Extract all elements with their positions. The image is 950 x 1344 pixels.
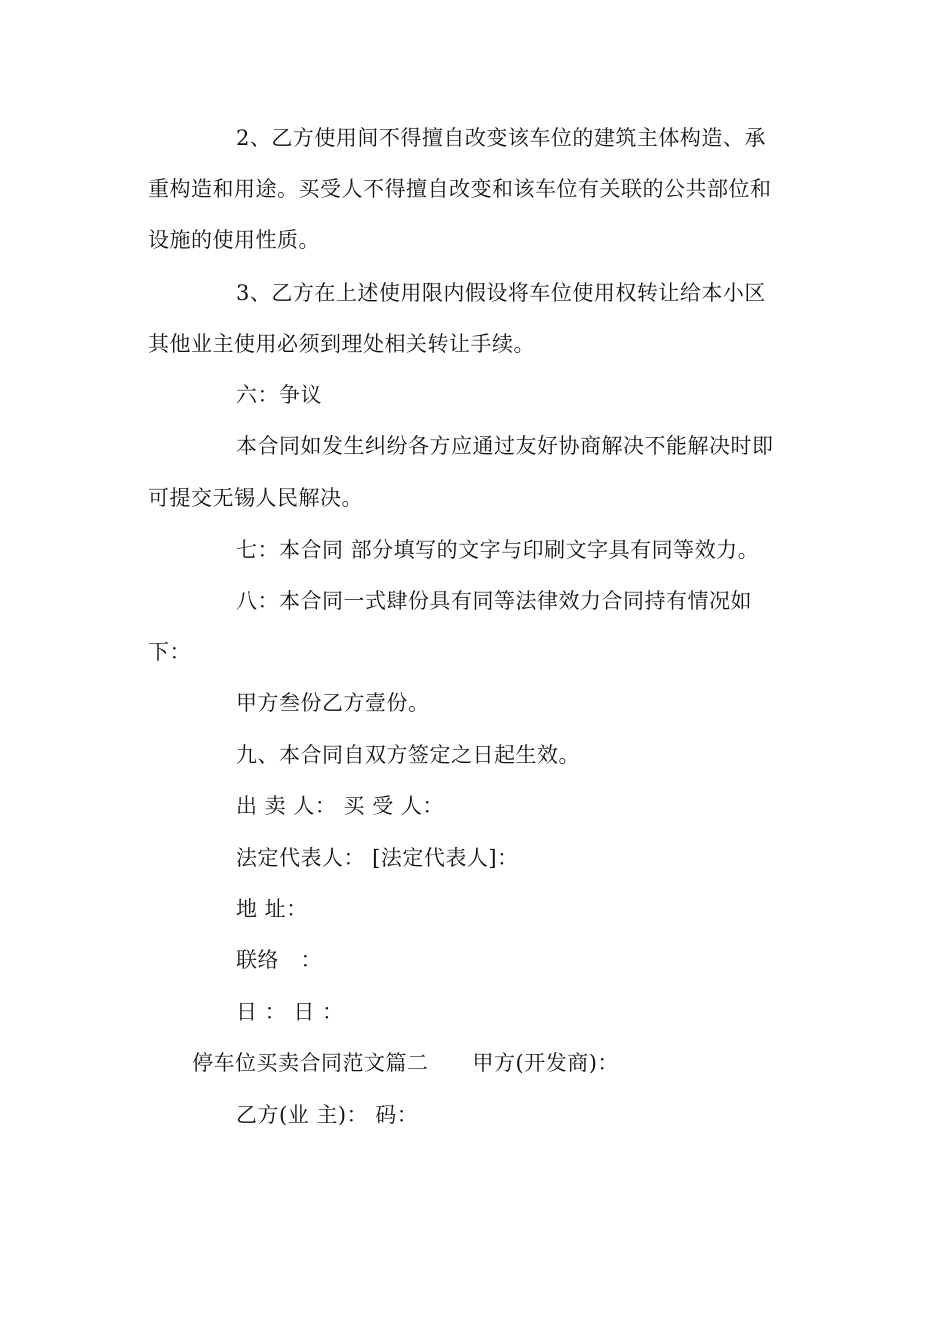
signature-line: 日 ： 日 ： (236, 1000, 344, 1024)
paragraph-line: 七：本合同 部分填写的文字与印刷文字具有同等效力。 (236, 538, 760, 562)
section-heading: 六：争议 (236, 383, 322, 407)
paragraph-line: 八：本合同一式肆份具有同等法律效力合同持有情况如 (236, 589, 752, 613)
signature-line: 地 址： (236, 897, 308, 921)
paragraph-line: 2、乙方使用间不得擅自改变该车位的建筑主体构造、承 (236, 126, 766, 150)
section-title-line (192, 1049, 619, 1077)
paragraph-line: 3、乙方在上述使用限内假设将车位使用权转让给本小区 (236, 281, 766, 305)
paragraph-line: 本合同如发生纠纷各方应通过友好协商解决不能解决时即 (236, 434, 774, 458)
party-a-label: 甲方(开发商)： (472, 1051, 619, 1075)
paragraph-line: 重构造和用途。买受人不得擅自改变和该车位有关联的公共部位和 (148, 177, 772, 201)
signature-line: 法定代表人： [法定代表人]： (236, 846, 519, 870)
paragraph-line: 甲方叁份乙方壹份。 (236, 691, 430, 715)
party-b-line: 乙方(业 主)： 码： (236, 1103, 419, 1127)
paragraph-line: 设施的使用性质。 (148, 228, 320, 252)
section-title: 停车位买卖合同范文篇二 (192, 1051, 429, 1075)
paragraph-line: 可提交无锡人民解决。 (148, 486, 363, 510)
paragraph-line: 其他业主使用必须到理处相关转让手续。 (148, 332, 535, 356)
signature-line: 联络 ： (236, 948, 322, 972)
paragraph-line: 下： (148, 640, 191, 664)
signature-line: 出 卖 人： 买 受 人： (236, 794, 444, 818)
paragraph-line: 九、本合同自双方签定之日起生效。 (236, 743, 580, 767)
